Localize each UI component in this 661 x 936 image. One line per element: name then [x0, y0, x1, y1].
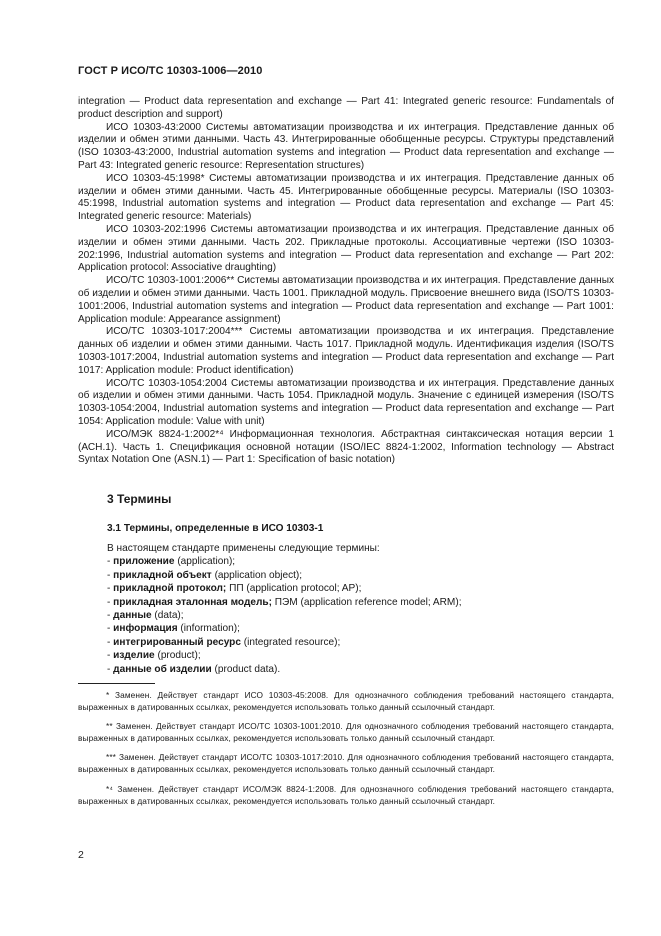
term-name: данные — [113, 610, 152, 622]
term-item: - изделие (product); — [107, 650, 201, 662]
footnote-divider — [78, 683, 155, 684]
term-item: - данные (data); — [107, 610, 184, 622]
term-name: изделие — [113, 650, 155, 662]
reference-item: ИСО 10303-202:1996 Системы автоматизации производства и их интеграция. Представление данных об изделии и обмен этими данными. Часть 202. Прикладные протоколы. Ассоциативные чертежи (ISO 10303-202:1996, Industrial automation systems and integration — Product data representation and exchange — Part 202: Application protocol: Associative draughting) — [78, 223, 614, 274]
section-title: 3 Термины — [107, 492, 172, 506]
term-name: прикладная эталонная модель; — [113, 596, 272, 608]
term-item: - прикладной протокол; ПП (application protocol; AP); — [107, 583, 362, 595]
normative-references — [78, 96, 614, 467]
term-item: - прикладной объект (application object); — [107, 569, 303, 581]
reference-item: ИСО/МЭК 8824-1:2002*⁴ Информационная технология. Абстрактная синтаксическая нотация версии 1 (АСН.1). Часть 1. Спецификация основной нотации (ISO/IEC 8824-1:2002, Information technology — Abstract Syntax Notation One (ASN.1) — Part 1: Specification of basic notation) — [78, 428, 614, 466]
terms-intro: В настоящем стандарте применены следующие термины: — [107, 543, 380, 554]
term-name: данные об изделии — [113, 663, 212, 675]
reference-item: ИСО 10303-43:2000 Системы автоматизации производства и их интеграция. Представление данных об изделии и обмен этими данными. Часть 43. Интегрированные обобщенные ресурсы. Структуры представлений (ISO 10303-43:2000, Industrial automation systems and integration — Product data representation and exchange — Part 43: Integrated generic resource: Representation structures) — [78, 121, 614, 171]
reference-item: ИСО 10303-45:1998* Системы автоматизации производства и их интеграция. Представление данных об изделии и обмен этими данными. Часть 45. Интегрированные обобщенные ресурсы. Материалы (ISO 10303-45:1998, Industrial automation systems and integration — Product data representation and exchange — Part 45: Integrated generic resource: Materials) — [78, 172, 614, 223]
footnote: ** Заменен. Действует стандарт ИСО/ТС 10303-1001:2010. Для однозначного соблюдения требований настоящего стандарта, выраженных в датированных ссылках, рекомендуется использовать только данный ссылочный стандарт. — [78, 721, 614, 744]
terms-list — [107, 542, 617, 676]
term-name: прикладной протокол; — [113, 583, 227, 595]
reference-item: integration — Product data representation and exchange — Part 41: Integrated generic resource: Fundamentals of product description and support) — [78, 96, 614, 120]
footnote: * Заменен. Действует стандарт ИСО 10303-45:2008. Для однозначного соблюдения требований настоящего стандарта, выраженных в датированных ссылках, рекомендуется использовать только данный ссылочный стандарт. — [78, 690, 614, 713]
term-item: - данные об изделии (product data). — [107, 663, 281, 675]
term-name: прикладной объект — [113, 569, 212, 581]
document-header: ГОСТ Р ИСО/ТС 10303-1006—2010 — [78, 65, 263, 77]
reference-item: ИСО/ТС 10303-1054:2004 Системы автоматизации производства и их интеграция. Представление данных об изделии и обмен этими данными. Часть 1054. Прикладной модуль. Значение с единицей измерения (ISO/TS 10303-1054:2004, Industrial automation systems and integration — Product data representation and exchange — Part 1054: Application module: Value with unit) — [78, 377, 614, 427]
term-item: - информация (information); — [107, 623, 240, 635]
page-number: 2 — [78, 849, 84, 861]
term-item: - интегрированный ресурс (integrated resource); — [107, 636, 341, 648]
footnotes — [78, 689, 614, 814]
term-item: - прикладная эталонная модель; ПЭМ (application reference model; ARM); — [107, 596, 462, 608]
term-name: информация — [113, 623, 178, 635]
term-name: интегрированный ресурс — [113, 636, 241, 648]
reference-item: ИСО/ТС 10303-1017:2004*** Системы автоматизации производства и их интеграция. Представление данных об изделии и обмен этими данными. Часть 1017. Прикладной модуль. Идентификация изделия (ISO/TS 10303-1017:2004, Industrial automation systems and integration — Product data representation and exchange — Part 1017: Application module: Product identification) — [78, 326, 614, 376]
term-item: - приложение (application); — [107, 556, 236, 568]
reference-item: ИСО/ТС 10303-1001:2006** Системы автоматизации производства и их интеграция. Представление данных об изделии и обмен этими данными. Часть 1001. Прикладной модуль. Присвоение внешнего вида (ISO/TS 10303-1001:2006, Industrial automation systems and integration — Product data representation and exchange — Part 1001: Application module: Appearance assignment) — [78, 275, 614, 325]
subsection-title: 3.1 Термины, определенные в ИСО 10303-1 — [107, 523, 324, 534]
footnote: *** Заменен. Действует стандарт ИСО/ТС 10303-1017:2010. Для однозначного соблюдения требований настоящего стандарта, выраженных в датированных ссылках, рекомендуется использовать только данный ссылочный стандарт. — [78, 752, 614, 775]
term-name: приложение — [113, 556, 175, 568]
footnote: *⁴ Заменен. Действует стандарт ИСО/МЭК 8824-1:2008. Для однозначного соблюдения требований настоящего стандарта, выраженных в датированных ссылках, рекомендуется использовать только данный ссылочный стандарт. — [78, 783, 614, 806]
